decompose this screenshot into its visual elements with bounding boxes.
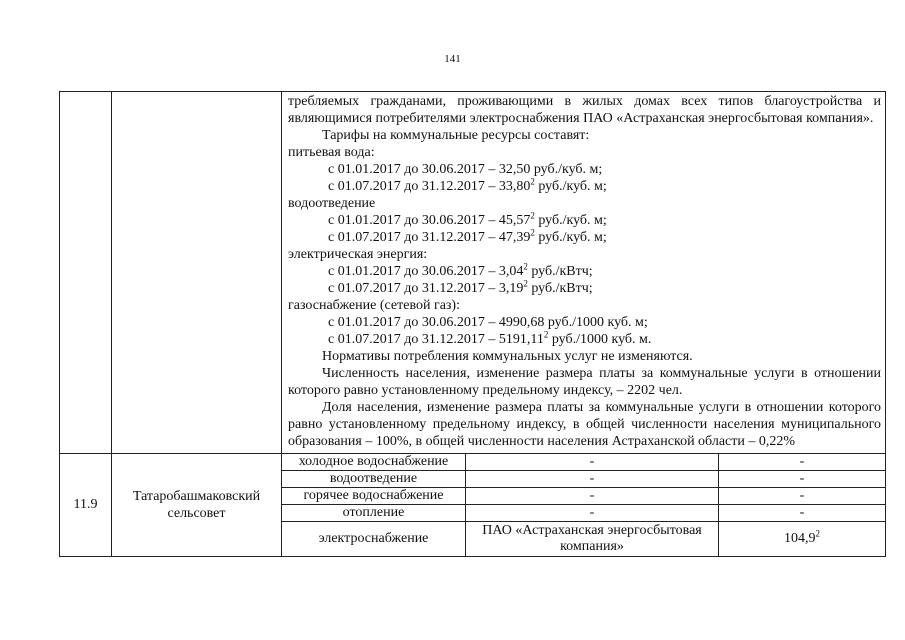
service-org: ПАО «Астраханская энергосбытовая компания» [466, 522, 719, 557]
water-tariff-2: с 01.07.2017 до 31.12.2017 – 33,80$^2$ руб./куб. м; [328, 176, 607, 194]
page-number: 141 [444, 53, 461, 65]
service-value: - [719, 488, 886, 505]
municipality-name: Татаробашмаковский сельсовет [112, 454, 282, 557]
water-label: питьевая вода: [288, 145, 375, 160]
service-name: отопление [282, 505, 466, 522]
service-name: горячее водоснабжение [282, 488, 466, 505]
empty-number-cell [60, 92, 112, 454]
population-paragraph: Численность населения, изменение размера платы за коммунальные услуги в отношении которого равно установленному предельному индексу, – 2202 чел. [288, 366, 882, 398]
service-row [60, 454, 886, 471]
paragraph-consumers: требляемых гражданами, проживающими в жилых домах всех типов благоустройства и являющимися потребителями электроснабжения ПАО «Астраханская энергосбытовая компания». [288, 94, 882, 126]
service-value: - [719, 454, 886, 471]
row-number: 11.9 [60, 454, 112, 557]
gas-tariff-1: с 01.01.2017 до 30.06.2017 – 4990,68 руб./1000 куб. м; [328, 315, 648, 330]
service-org: - [466, 471, 719, 488]
tariff-table [59, 91, 886, 557]
service-name: холодное водоснабжение [282, 454, 466, 471]
service-value: - [719, 471, 886, 488]
drain-label: водоотведение [288, 196, 376, 211]
tariffs-intro: Тарифы на коммунальные ресурсы составят: [322, 128, 590, 143]
service-value: - [719, 505, 886, 522]
electricity-label: электрическая энергия: [288, 247, 428, 262]
drain-tariff-2: с 01.07.2017 до 31.12.2017 – 47,39$^2$ руб./куб. м; [328, 227, 607, 245]
gas-label: газоснабжение (сетевой газ): [288, 298, 460, 313]
service-org: - [466, 454, 719, 471]
share-paragraph: Доля населения, изменение размера платы за коммунальные услуги в отношении которого равно установленному предельному индексу, в общей численности населения муниципального образования – 100%, в общей численности населения Астраханской области – 0,22% [288, 400, 882, 449]
electricity-tariff-1: с 01.01.2017 до 30.06.2017 – 3,04$^2$ руб./кВтч; [328, 261, 593, 279]
description-cell [282, 92, 886, 454]
service-org: - [466, 505, 719, 522]
electricity-tariff-2: с 01.07.2017 до 31.12.2017 – 3,19$^2$ руб./кВтч; [328, 278, 593, 296]
water-tariff-1: с 01.01.2017 до 30.06.2017 – 32,50 руб./куб. м; [328, 162, 603, 177]
norms-paragraph: Нормативы потребления коммунальных услуг не изменяются. [322, 349, 693, 364]
service-value: 104,9$^2$ [719, 522, 886, 557]
service-org: - [466, 488, 719, 505]
service-name: водоотведение [282, 471, 466, 488]
service-name: электроснабжение [282, 522, 466, 557]
drain-tariff-1: с 01.01.2017 до 30.06.2017 – 45,57$^2$ руб./куб. м; [328, 210, 607, 228]
gas-tariff-2: с 01.07.2017 до 31.12.2017 – 5191,11$^2$ руб./1000 куб. м. [328, 329, 652, 347]
continuation-row [60, 92, 886, 454]
empty-name-cell [112, 92, 282, 454]
